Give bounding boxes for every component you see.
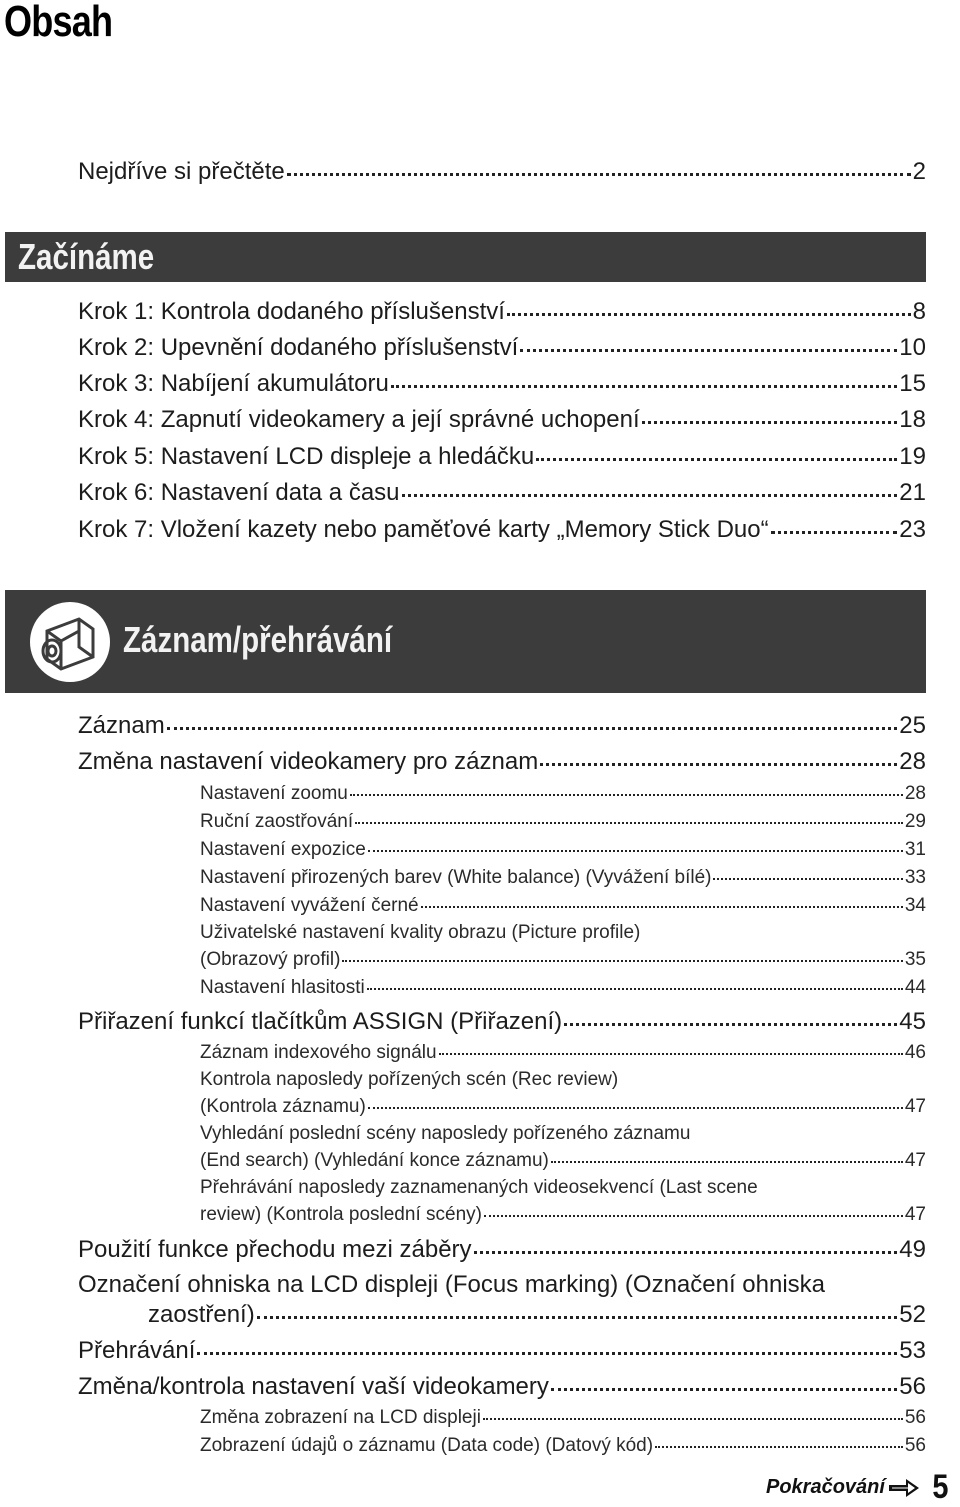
toc-entry[interactable] [78,1236,926,1266]
toc-page-number: 33 [904,867,926,888]
toc-page-number: 56 [904,1435,926,1456]
dot-leader [551,1161,903,1163]
toc-subentry-line[interactable]: Uživatelské nastavení kvality obrazu (Picture profile) [200,922,641,943]
toc-page-number: 10 [899,334,926,361]
page-title: Obsah [4,0,113,46]
toc-subentry-line[interactable]: Přehrávání naposledy zaznamenaných videosekvencí (Last scene [200,1177,758,1198]
toc-entry[interactable] [78,712,926,742]
toc-page-number: 44 [904,977,926,998]
toc-page-number: 28 [904,783,926,804]
toc-entry-label: Záznam indexového signálu [200,1042,437,1063]
toc-entry-label: Nastavení expozice [200,839,366,860]
toc-entry-label: (Obrazový profil) [200,949,341,970]
dot-leader [483,1418,903,1420]
dot-leader [564,1023,897,1026]
toc-entry-label: Přiřazení funkcí tlačítkům ASSIGN (Přiřazení) [78,1008,563,1035]
toc-subentry[interactable] [200,839,926,863]
toc-page-number: 29 [904,811,926,832]
dot-leader [713,878,902,880]
arrow-right-icon [889,1479,919,1497]
toc-entry-label: (Kontrola záznamu) [200,1096,366,1117]
dot-leader [350,794,903,796]
toc-subentry[interactable] [200,1150,926,1174]
dot-leader [367,988,903,990]
toc-page-number: 35 [904,949,926,970]
dot-leader [536,458,897,461]
toc-subentry[interactable] [200,1042,926,1066]
toc-subentry-line[interactable]: Kontrola naposledy pořízených scén (Rec review) [200,1069,619,1090]
dot-leader [439,1053,903,1055]
dot-leader [402,494,898,497]
toc-entry-label: Nastavení hlasitosti [200,977,365,998]
toc-subentry[interactable] [200,811,926,835]
toc-entry[interactable] [78,516,926,546]
dot-leader [474,1251,898,1254]
section-title: Záznam/přehrávání [123,619,393,660]
dot-leader [551,1388,897,1391]
toc-entry-label: Krok 4: Zapnutí videokamery a její správné uchopení [78,406,640,433]
dot-leader [520,349,897,352]
toc-entry-label: Záznam [78,712,165,739]
dot-leader [421,906,903,908]
dot-leader [484,1215,903,1217]
toc-entry-label: Nastavení přirozených barev (White balance) (Vyvážení bílé) [200,867,712,888]
toc-entry-label: Změna zobrazení na LCD displeji [200,1407,481,1428]
section-title: Začínáme [18,236,155,277]
toc-subentry[interactable] [200,1096,926,1120]
toc-subentry-line[interactable]: Vyhledání poslední scény naposledy pořízeného záznamu [200,1123,691,1144]
toc-entry[interactable] [78,370,926,400]
toc-entry[interactable] [78,1373,926,1403]
toc-entry-line[interactable]: Označení ohniska na LCD displeji (Focus marking) (Označení ohniska [78,1271,826,1298]
toc-page-number: 52 [899,1301,926,1328]
toc-entry[interactable] [78,406,926,436]
toc-entry-label: Nastavení zoomu [200,783,348,804]
toc-entry-intro[interactable] [78,158,926,188]
toc-entry[interactable] [78,1337,926,1367]
toc-subentry[interactable] [200,867,926,891]
toc-entry[interactable] [78,298,926,328]
toc-entry-label: Změna/kontrola nastavení vaší videokamery [78,1373,549,1400]
toc-subentry[interactable] [200,1435,926,1459]
toc-entry-label: review) (Kontrola poslední scény) [200,1204,482,1225]
toc-entry-label: Krok 5: Nastavení LCD displeje a hledáčku [78,443,535,470]
dot-leader [287,173,911,176]
dot-leader [642,421,898,424]
toc-entry[interactable] [78,443,926,473]
toc-entry[interactable] [78,479,926,509]
toc-entry-label: Krok 2: Upevnění dodaného příslušenství [78,334,519,361]
dot-leader [257,1316,898,1319]
section-header-zaciname [5,232,926,282]
dot-leader [771,531,898,534]
toc-subentry[interactable] [200,1407,926,1431]
toc-entry-label: Krok 1: Kontrola dodaného příslušenství [78,298,505,325]
toc-page-number: 23 [899,516,926,543]
toc-subentry[interactable] [200,895,926,919]
continued-label: Pokračování [766,1476,885,1498]
toc-subentry[interactable] [200,977,926,1001]
toc-entry-label: Nejdříve si přečtěte [78,158,285,185]
dot-leader [368,850,903,852]
camcorder-icon [27,599,113,685]
toc-entry-label: Nastavení vyvážení černé [200,895,419,916]
dot-leader [391,385,897,388]
toc-entry-label: Krok 3: Nabíjení akumulátoru [78,370,389,397]
toc-page-number: 56 [904,1407,926,1428]
page-number: 5 [932,1468,949,1506]
toc-page-number: 53 [899,1337,926,1364]
toc-page-number: 2 [912,158,926,185]
toc-page-number: 49 [899,1236,926,1263]
toc-subentry[interactable] [200,949,926,973]
toc-page-number: 31 [904,839,926,860]
toc-entry[interactable] [78,748,926,778]
toc-entry-label: zaostření) [148,1301,255,1328]
toc-page-number: 47 [904,1096,926,1117]
toc-page-number: 18 [899,406,926,433]
dot-leader [540,763,897,766]
toc-subentry[interactable] [200,1204,926,1228]
toc-entry[interactable] [148,1301,926,1331]
toc-entry-label: Zobrazení údajů o záznamu (Data code) (Datový kód) [200,1435,654,1456]
toc-entry-label: Přehrávání [78,1337,196,1364]
toc-entry[interactable] [78,1008,926,1038]
dot-leader [655,1446,903,1448]
dot-leader [342,960,902,962]
section-header-zaznam-prehravani [5,590,926,693]
toc-page-number: 34 [904,895,926,916]
toc-entry-label: Krok 6: Nastavení data a času [78,479,400,506]
dot-leader [167,727,898,730]
toc-page-number: 45 [899,1008,926,1035]
toc-entry-label: Krok 7: Vložení kazety nebo paměťové karty „Memory Stick Duo“ [78,516,769,543]
toc-page-number: 19 [899,443,926,470]
dot-leader [368,1107,903,1109]
toc-entry-label: Ruční zaostřování [200,811,354,832]
toc-entry[interactable] [78,334,926,364]
toc-page-number: 47 [904,1204,926,1225]
toc-page-number: 21 [899,479,926,506]
toc-entry-label: (End search) (Vyhledání konce záznamu) [200,1150,549,1171]
toc-page-number: 15 [899,370,926,397]
toc-page-number: 28 [899,748,926,775]
toc-page-number: 25 [899,712,926,739]
toc-page-number: 47 [904,1150,926,1171]
toc-subentry[interactable] [200,783,926,807]
toc-entry-label: Změna nastavení videokamery pro záznam [78,748,539,775]
toc-page-number: 8 [912,298,926,325]
dot-leader [355,822,903,824]
toc-entry-label: Použití funkce přechodu mezi záběry [78,1236,472,1263]
toc-page-number: 56 [899,1373,926,1400]
dot-leader [507,313,911,316]
toc-page-number: 46 [904,1042,926,1063]
dot-leader [197,1352,897,1355]
page-footer [766,1468,950,1507]
